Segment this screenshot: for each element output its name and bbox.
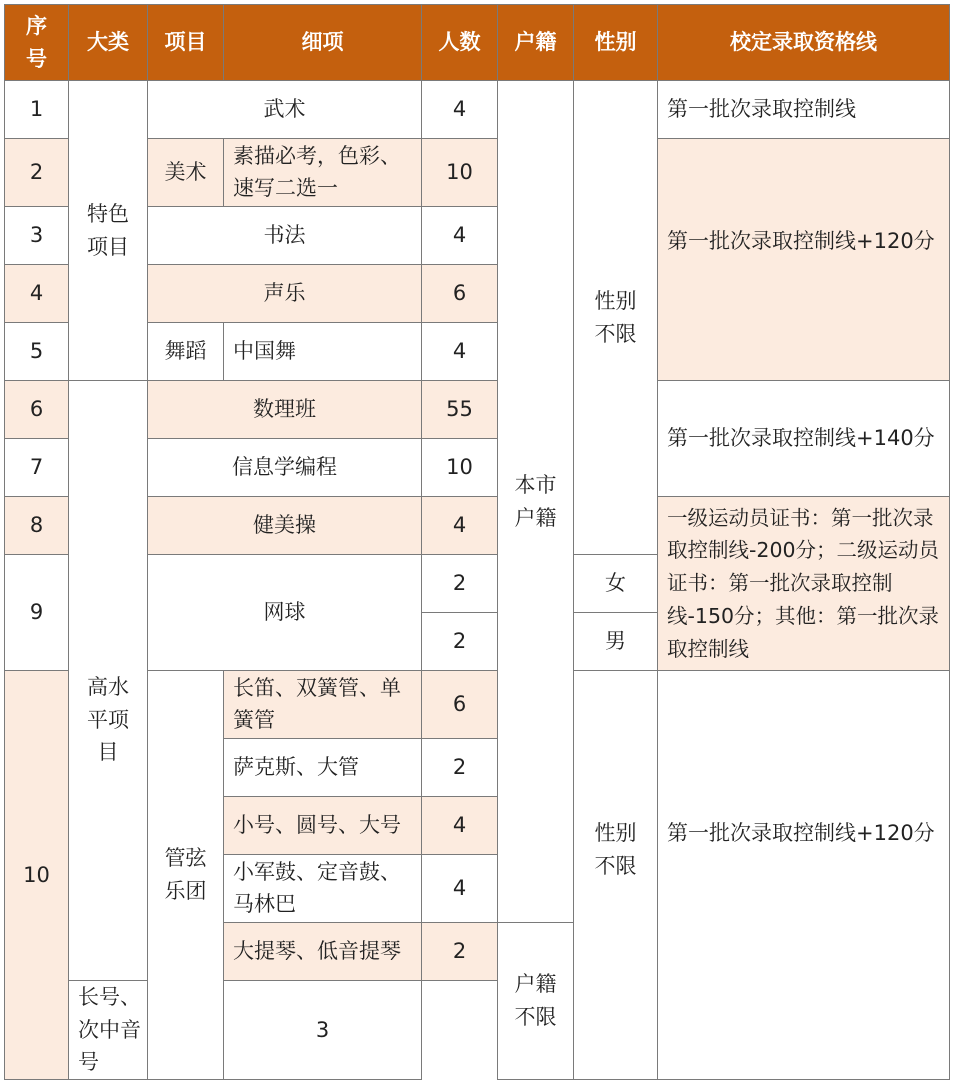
detail-cell: 小号、圆号、大号: [224, 797, 422, 855]
detail-cell: 长号、次中音号: [69, 981, 148, 1080]
count-cell: 4: [422, 797, 498, 855]
detail-cell: 小军鼓、定音鼓、马林巴: [224, 855, 422, 923]
table-row: [5, 381, 950, 439]
count-cell: 10: [422, 139, 498, 207]
seq-cell: 6: [5, 381, 69, 439]
count-cell: 10: [422, 439, 498, 497]
seq-cell: 9: [5, 555, 69, 671]
count-cell: 4: [422, 323, 498, 381]
detail-cell: 大提琴、低音提琴: [224, 923, 422, 981]
project-cell: 舞蹈: [148, 323, 224, 381]
detail-cell: 长笛、双簧管、单簧管: [224, 671, 422, 739]
detail-cell: 中国舞: [224, 323, 422, 381]
count-cell: 4: [422, 207, 498, 265]
seq-cell: 5: [5, 323, 69, 381]
count-cell: 3: [224, 981, 422, 1080]
count-cell: 2: [422, 613, 498, 671]
detail-cell: 健美操: [148, 497, 422, 555]
project-cell: 管弦乐团: [148, 671, 224, 1080]
header-category: 大类: [69, 5, 148, 81]
header-seq: 序号: [5, 5, 69, 81]
category-cell: 高水平项目: [69, 381, 148, 981]
header-gender: 性别: [574, 5, 658, 81]
seq-cell: 1: [5, 81, 69, 139]
admission-line-cell: 第一批次录取控制线+120分: [658, 671, 950, 1080]
seq-cell: 7: [5, 439, 69, 497]
gender-cell: 女: [574, 555, 658, 613]
count-cell: 2: [422, 555, 498, 613]
count-cell: 4: [422, 81, 498, 139]
detail-cell: 素描必考，色彩、速写二选一: [224, 139, 422, 207]
residence-cell: 本市户籍: [498, 81, 574, 923]
gender-cell: 性别不限: [574, 81, 658, 555]
count-cell: 4: [422, 497, 498, 555]
admission-table: [4, 4, 950, 1080]
seq-cell: 2: [5, 139, 69, 207]
header-row: [5, 5, 950, 81]
seq-cell: 3: [5, 207, 69, 265]
detail-cell: 数理班: [148, 381, 422, 439]
admission-line-cell: 一级运动员证书：第一批次录取控制线-200分；二级运动员证书：第一批次录取控制线-150分；其他：第一批次录取控制线: [658, 497, 950, 671]
count-cell: 2: [422, 739, 498, 797]
header-count: 人数: [422, 5, 498, 81]
detail-cell: 信息学编程: [148, 439, 422, 497]
admission-line-cell: 第一批次录取控制线+120分: [658, 139, 950, 381]
admission-line-cell: 第一批次录取控制线+140分: [658, 381, 950, 497]
detail-cell: 萨克斯、大管: [224, 739, 422, 797]
header-project: 项目: [148, 5, 224, 81]
header-detail: 细项: [224, 5, 422, 81]
header-admission-line: 校定录取资格线: [658, 5, 950, 81]
table-row: [5, 81, 950, 139]
gender-cell: 性别不限: [574, 671, 658, 1080]
detail-cell: 书法: [148, 207, 422, 265]
seq-cell: 10: [5, 671, 69, 1080]
seq-cell: 4: [5, 265, 69, 323]
project-cell: 美术: [148, 139, 224, 207]
residence-cell: 户籍不限: [498, 923, 574, 1080]
detail-cell: 声乐: [148, 265, 422, 323]
header-residence: 户籍: [498, 5, 574, 81]
category-cell: 特色项目: [69, 81, 148, 381]
gender-cell: 男: [574, 613, 658, 671]
count-cell: 55: [422, 381, 498, 439]
count-cell: 6: [422, 671, 498, 739]
seq-cell: 8: [5, 497, 69, 555]
detail-cell: 武术: [148, 81, 422, 139]
admission-line-cell: 第一批次录取控制线: [658, 81, 950, 139]
count-cell: 6: [422, 265, 498, 323]
detail-cell: 网球: [148, 555, 422, 671]
count-cell: 4: [422, 855, 498, 923]
count-cell: 2: [422, 923, 498, 981]
